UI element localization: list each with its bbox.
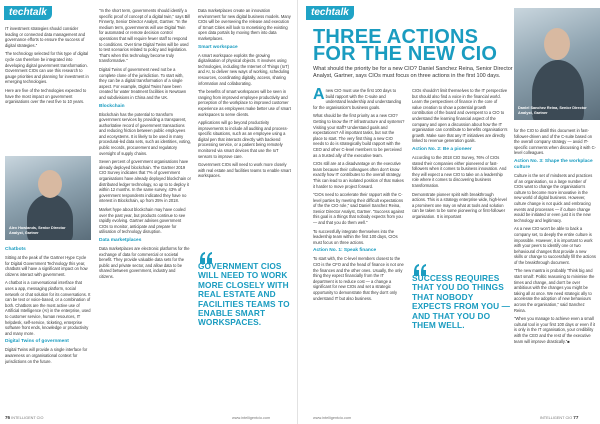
paragraph: Government CIOs will need to work more closely with real estate and facilities teams to enable smart workspaces. — [198, 162, 291, 179]
footer-url[interactable]: www.intelligentcio.com — [232, 416, 271, 420]
paragraph: "When you manage to achieve even a small cultural tool in your first 100 days or even if it is only in the IT organisation, your credibility with the CEO and the rest of the executive team will improve drastically."■ — [514, 316, 596, 344]
article-standfirst: What should the priority be for a new CIO? Daniel Sanchez Reina, Senior Director Analyst, Gartner, says CIOs must focus on three actions in the first 100 days. — [313, 66, 513, 79]
paragraph: The technology selected for this type of digital cycle can therefore be integrated into developing digital government transformation. Government CIOs can use this research to gauge priorities and planning for investment in emerging technologies. — [5, 51, 89, 85]
photo-caption: Daniel Sanchez Reina, Senior Director Analyst, Gartner — [518, 106, 587, 116]
paragraph: CIOs still are at a disadvantage on the executive team because their colleagues often don't know exactly how IT contributes to the overall strategy. This can lead to an isolated position of that makes it harder to move project forward. — [313, 161, 404, 189]
techtalk-logo: techtalk — [4, 6, 52, 20]
paragraph: Culture is the set of mindsets and practices of an organisation, so a large number of CIOs want to change the organisation's culture to become more innovative in the new world of digital business. However, culture change is not quick and embracing events and processes — if culture change would be initiated or even just it is the new technology and legitimacy. — [514, 172, 593, 223]
paragraph: Here are five of the technologies expected to have the most impact on government organisations over the next five to 10 years. — [5, 87, 87, 105]
author-photo — [514, 8, 600, 120]
paragraph: Sitting at the peak of the Gartner Hype Cycle for Digital Government Technology this year, chatbots will have a significant impact on how citizens interact with government. — [5, 255, 88, 277]
paragraph: "CIOs need to accelerate their rapport with the C-level parties by meeting their difficult expectations of the the CIO role," said Daniel Sanchez Reina, Senior Director Analyst, Gartner. "Success against this goal is a things that nobody expects from you — and that you do them well." — [313, 192, 405, 226]
left-col1-bottom — [5, 244, 91, 412]
paragraph: A smart workspace exploits the growing digitalisation of physical objects. It involves using technologies, including the Internet of Things (IoT) and AI, to deliver new ways of working, scheduling resources, coordinating digitally, access, sharing information and collaborating. — [198, 52, 290, 86]
left-col3 — [198, 8, 292, 244]
paragraph: for the CIO to distill this document in fast-follower-driven and of the C-suite based on the overall company strategy — avoid IT-specific comments when discussing it with C-level colleagues. — [514, 128, 596, 156]
left-page — [0, 0, 298, 424]
article-headline: THREE ACTIONS FOR THE NEW CIO — [313, 26, 498, 65]
paragraph: To start with, the C-level members closest to the CIO is the CFO and the head of finance is not one the finances and the other ones. Usually, the only thing they expect financially from the IT department is to reduce cost — a change a significant for new CIOs and set a strategic opportunity to demonstrate that they don't only understand IT but also business. — [313, 256, 404, 301]
page-footer-left — [5, 415, 43, 420]
dropcap: A — [313, 88, 325, 103]
section-heading-blockchain: Blockchain — [99, 103, 125, 109]
paragraph: According to the 2018 CIO Survey, 76% of CIOs stated their companies either pioneered or fast-followers when it comes to business innovation. And they will expect a new CIO to take on a leadership role where it comes to discovering business transformation. — [412, 154, 507, 188]
photo-caption: Alex Howlands, Senior Director Analyst, Gartner — [9, 226, 66, 236]
right-col1 — [313, 88, 405, 412]
person-head-shape — [544, 28, 570, 60]
paragraph: CIOs shouldn't limit themselves to the IT perspective but should also find a voice in the financial world. Learn the perspectives of finance in the core of value creation to show a potential growth contribution of the board and overspent to a CIO to understand the learning financial aspect of the company and open a discussion about how the IT organisation can contribute to benefits organisation's growth. Make sure that any IT initiatives are directly linked to revenue generation goals. — [412, 88, 508, 144]
paragraph: To successfully integrate themselves into the leadership team within the first 100 days, CIOs must focus on three actions. — [313, 228, 398, 245]
right-col2 — [412, 88, 508, 256]
paragraph: As a new CIO won't be able to back a company set, to deeply the entire culture is impossible. However, it is important to work with your peers to identify one or two behavioural changes that provide a new skills or change to successfully fill the actions of the breakthrough document. — [514, 226, 596, 265]
paragraph: Demonstrate pioneer spirit with breakthrough actions. This is a strategy enterprise wide, high-level a prominent one may on what at tools and solution can be taken to be some pioneering or first-follower organisation. It is important — [412, 191, 507, 219]
paragraph: Data marketplaces create an innovation environment for new digital business models. Many CIOs will be overseeing the release and execution of Smart Cities will look to monetising the existing open data portals by moving them into data marketplaces. — [198, 8, 291, 41]
page-number: 76 — [5, 415, 11, 420]
pull-quote: GOVERNMENT CIOS WILL NEED TO WORK MORE CLOSELY WITH REAL ESTATE AND FACILITIES TEAMS TO ENABLE SMART WORKSPACES. — [198, 261, 290, 328]
paragraph: "The new mantra is probably 'Think big and start small'. Politic reasoning to minimise the times and change, and don't be over ambitious with the changes you might be taking all at once. We need strategic ally to accelerate the adoption of new behaviours across the organisation," said Sanchez Reina. — [514, 268, 595, 313]
paragraph: Market hype about blockchain may have cooled over the past year, but products continue to see rapidly evolving. Gartner advises government CIOs to monitor, anticipate and prepare for utilisation of technology disruption. — [99, 207, 186, 235]
pull-quote: SUCCESS REQUIRES THAT YOU DO THINGS THAT NOBODY EXPECTS FROM YOU — AND THAT YOU DO THEM WELL. — [412, 273, 510, 331]
section-heading-digital-twins: Digital Twins of government — [5, 339, 69, 345]
section-heading-smart-workspace: Smart workspace — [198, 44, 238, 50]
paragraph: Data marketplaces are electronic platforms for the exchange of data for commercial or societal benefit. They provide valuable data sets for the public and private sector, and allow data to be shared between government, industry and citizens. — [99, 245, 190, 279]
person-head-shape — [38, 170, 62, 198]
section-heading-chatbots: Chatbots — [5, 247, 26, 252]
section-heading-action-3: Action No. 3: Shape the workplace culture — [514, 158, 593, 170]
intro-paragraph — [313, 88, 405, 110]
paragraph: Applications will go beyond productivity improvements to include all auditing and process-specific situations, such as an employee using a digital pen that interacts directly with backend processing service, or a patient being remotely monitored via smart devices that use the IoT sensors to improve care. — [198, 120, 288, 159]
magazine-name: INTELLIGENT CIO — [540, 416, 573, 420]
section-heading-action-1: Action No. 1: Speak finance — [313, 248, 377, 254]
paragraph: What should be the first priority as a new CIO? Getting to know the IT infrastructure and systems? Visiting your staff? Understand goals and expectations? All important tasks, but not the place to start. The very first thing a new CIO needs to do is strategically build rapport with the CEO and other C-level members to be perceived as a trusted ally of the executive team. — [313, 113, 405, 158]
intro-text: new CIO must use the first 100 days to build rapport with the C-suite and understand leadership and understanding for the organisation's business goals. — [313, 88, 402, 110]
paragraph: A chatbot is a conversational interface that uses a app, messaging platform, social network or chat solution for its conversations. It can be text or voice-based, or a combination of both. Chatbots are the most active use of Artificial Intelligence (AI) in the enterprise, used to customer service, human resources, IT helpdesk, self-service, ticketing, enterprise software front ends, knowledge or productivity and many more. — [5, 280, 91, 336]
analyst-photo — [5, 156, 91, 240]
right-col3 — [514, 128, 596, 412]
left-col1-top — [5, 26, 91, 152]
paragraph: "In the short term, governments should identify a specific proof of concept of a digital twin," says Bill Finnerty, Senior Director Analyst, Gartner. "In the medium term, governments will use Digital Twin for automated or remote decision control operations that will require fewer staff to respond to conditions. Over time Digital Twins will be used to test scenarios related to policy and legislation. That's when this technology become truly transformative." — [99, 8, 191, 64]
left-col2 — [99, 8, 191, 412]
magazine-name: INTELLIGENT CIO — [11, 416, 44, 420]
paragraph: Blockchain has the potential to transform government services by providing a transparent, authoritative record of government transactions and reducing friction between public employees and ecosystems. It is likely to be used in many procedural-led data sets, such as identities, voting, public records, procurement and regulatory oversight of supply chains. — [99, 111, 191, 156]
techtalk-logo: techtalk — [306, 6, 354, 20]
page-number: 77 — [573, 415, 579, 420]
paragraph: IT investment strategies should consider leading or connected data management and governance efforts to ensure the success of digital strategies." — [5, 26, 86, 48]
section-heading-action-2: Action No. 2: Be a pioneer — [412, 146, 472, 152]
right-page — [302, 0, 600, 424]
paragraph: Seven percent of government organisations have already deployed blockchain. The Gartner 2019 CIO Survey indicates that 7% of government organisations have already deployed blockchain or distributed ledger technology, so up to to deploy it within 12 months. In the same survey, 43% of government respondents indicated they have no interest in Blockchain, up from 25% in 2018. — [99, 159, 191, 204]
paragraph: The benefits of smart workspaces will be seen in ranging from improved employee productivity and perception of the workplace to improved customer experience as employees make better use of smart workspaces to serve clients. — [198, 89, 291, 117]
paragraph: Digital Twins will provide a single interface for awareness on organisational context for jurisdictions on the future. — [5, 347, 88, 364]
footer-url[interactable]: www.intelligentcio.com — [313, 416, 352, 420]
section-heading-data-marketplaces: Data marketplaces — [99, 237, 142, 243]
page-footer-right — [540, 415, 578, 420]
paragraph: Digital Twins of government need not be a complete clone of the jurisdiction. To start with, they can be a digital transformation of a single aspect. For example, Digital Twins have been created for water treatment facilities in Newtown and subdivisions in China and the UK. — [99, 66, 187, 100]
